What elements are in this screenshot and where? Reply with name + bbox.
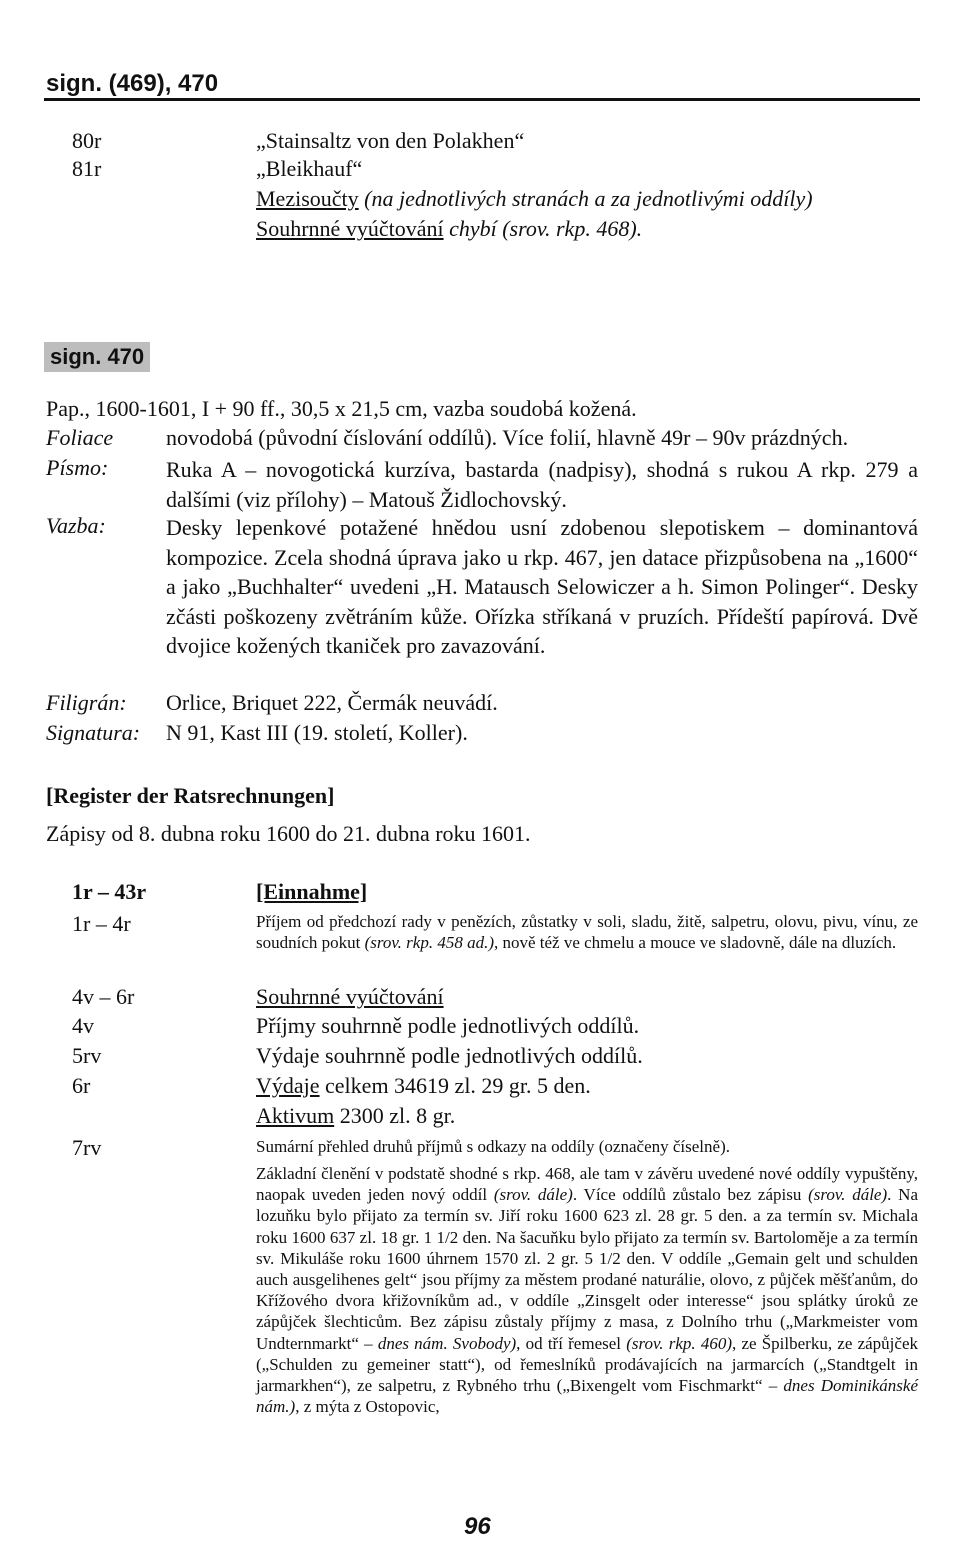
page-header: sign. (469), 470 xyxy=(46,70,219,97)
note-detail: (na jednotlivých stranách a za jednotlivými oddíly) xyxy=(358,186,813,211)
vazba-label: Vazba: xyxy=(46,513,106,538)
filigran-text: Orlice, Briquet 222, Čermák neuvádí. xyxy=(166,690,498,715)
folio: 7rv xyxy=(72,1135,102,1160)
text-segment: Příjem od předchozí rady v penězích, zůstatky v soli, sladu, žitě, salpetru, olovu, pivu, vínu, ze soudních pokut xyxy=(256,912,918,953)
text-segment: , nově též ve chmelu a mouce ve sladovně, dále na dluzích. xyxy=(493,933,897,953)
folio: 5rv xyxy=(72,1043,102,1068)
text-segment: 2300 zl. 8 gr. xyxy=(334,1103,456,1128)
text-segment: . Více oddílů zůstalo bez zápisu xyxy=(572,1185,809,1205)
foliace-text: novodobá (původní číslování oddílů). Více folií, hlavně 49r – 90v prázdných. xyxy=(166,425,849,450)
text-segment: . Na lozuňku bylo přijato za termín sv. Jiří roku 1600 623 zl. 28 gr. 5 den. a za termín sv. Michala roku 1600 637 zl. 18 gr. 1 1/2 den. Na šacuňku bylo přijato za termín sv. Bartoloměje a za termín sv. Mikuláše roku 1600 úhrnem 1570 zl. 2 gr. 5 1/2 den. V oddíle „Gemain gelt und schulden auch ausgelihenes gelt“ jsou příjmy za městem prodané naturálie, olovo, z půjček měšťanům, do Křížového dvora křižovníkům ad., v oddíle „Zinsgelt oder interesse“ jsou splátky úroků ze zápůjček šlechticům. Bez zápisu zůstaly příjmy z masa, z Dolního trhu („Markmeister vom Undternmarkt“ xyxy=(256,1185,918,1353)
register-dates: Zápisy od 8. dubna roku 1600 do 21. dubna roku 1601. xyxy=(46,821,531,846)
term: Aktivum xyxy=(256,1103,335,1128)
contents-line: Výdaje souhrnně podle jednotlivých oddílů. xyxy=(256,1043,643,1068)
entry-text: „Bleikhauf“ xyxy=(256,156,363,181)
note-summary xyxy=(256,216,642,242)
reference: (srov. dále) xyxy=(808,1185,888,1205)
contents-line: Sumární přehled druhů příjmů s odkazy na oddíly (označeny číselně). xyxy=(256,1137,730,1156)
section-badge: sign. 470 xyxy=(44,342,150,372)
text-segment: , z mýta z Ostopovic, xyxy=(295,1397,440,1417)
note-term: Souhrnné vyúčtování xyxy=(256,216,444,241)
contents-heading: Souhrnné vyúčtování xyxy=(256,984,444,1009)
register-title: [Register der Ratsrechnungen] xyxy=(46,783,335,808)
foliace-label: Foliace xyxy=(46,425,114,450)
folio: 6r xyxy=(72,1073,91,1098)
reference: – dnes Dominikánské nám.) xyxy=(256,1376,919,1417)
signatura-text: N 91, Kast III (19. století, Koller). xyxy=(166,720,468,745)
folio-range: 4v – 6r xyxy=(72,984,135,1009)
header-rule xyxy=(44,98,920,101)
reference: (srov. rkp. 458 ad.) xyxy=(364,933,494,953)
page-number: 96 xyxy=(464,1513,491,1540)
folio-80r: 80r xyxy=(72,128,102,153)
vazba-text: Desky lepenkové potažené hnědou usní zdobenou slepotiskem – dominantová kompozice. Zcela shodná úprava jako u rkp. 467, jen datace přizpůsobena na „1600“ a jako „Buchhalter“ uvedeni „H. Matausch Selowiczer a h. Simon Polinger“. Desky zčásti poškozeny zvětráním kůže. Ořízka stříkaná v pruzích. Přídeští papírová. Dvě dvojice kožených tkaniček pro zavazování. xyxy=(166,515,918,658)
contents-line xyxy=(256,1073,591,1099)
reference: – dnes nám. Svobody) xyxy=(364,1333,517,1353)
contents-line: Příjmy souhrnně podle jednotlivých oddílů. xyxy=(256,1013,640,1038)
pismo-label: Písmo: xyxy=(46,455,109,480)
physical-description: Pap., 1600-1601, I + 90 ff., 30,5 x 21,5 cm, vazba soudobá kožená. xyxy=(46,396,637,421)
entry-text: „Stainsaltz von den Polakhen“ xyxy=(256,128,525,153)
filigran-label: Filigrán: xyxy=(46,690,127,715)
folio-81r: 81r xyxy=(72,156,102,181)
term: Výdaje xyxy=(256,1073,320,1098)
text-segment: celkem 34619 zl. 29 gr. 5 den. xyxy=(319,1073,591,1098)
pismo-text: Ruka A – novogotická kurzíva, bastarda (nadpisy), shodná s rukou A rkp. 279 a dalšími (viz přílohy) – Matouš Židlochovský. xyxy=(166,457,918,512)
folio: 4v xyxy=(72,1013,94,1038)
folio-range: 1r – 4r xyxy=(72,911,131,936)
note-term: Mezisoučty xyxy=(256,186,359,211)
contents-paragraph xyxy=(256,1163,918,1417)
text-segment: , od tří řemesel xyxy=(516,1333,627,1353)
note-detail: chybí (srov. rkp. 468). xyxy=(443,216,643,241)
reference: (srov. rkp. 460) xyxy=(626,1333,732,1353)
contents-heading: [Einnahme] xyxy=(256,879,368,904)
note-subtotals xyxy=(256,186,813,212)
signatura-label: Signatura: xyxy=(46,720,141,745)
contents-income-text xyxy=(256,911,918,953)
contents-line xyxy=(256,1103,455,1129)
folio-range: 1r – 43r xyxy=(72,879,147,904)
text-segment: , ze Špilberku, ze zápůjček („Schulden zu gemeiner statt“), od řemeslníků prodávajících na jarmarcích („Standtgelt in jarmarkhen“), ze salpetru, z Rybného trhu („Bixengelt vom Fischmarkt“ xyxy=(256,1333,918,1396)
text-segment: Základní členění v podstatě shodné s rkp. 468, ale tam v závěru uvedené nové oddíly vypuštěny, naopak uveden jeden nový oddíl xyxy=(256,1164,918,1205)
reference: (srov. dále) xyxy=(493,1185,573,1205)
